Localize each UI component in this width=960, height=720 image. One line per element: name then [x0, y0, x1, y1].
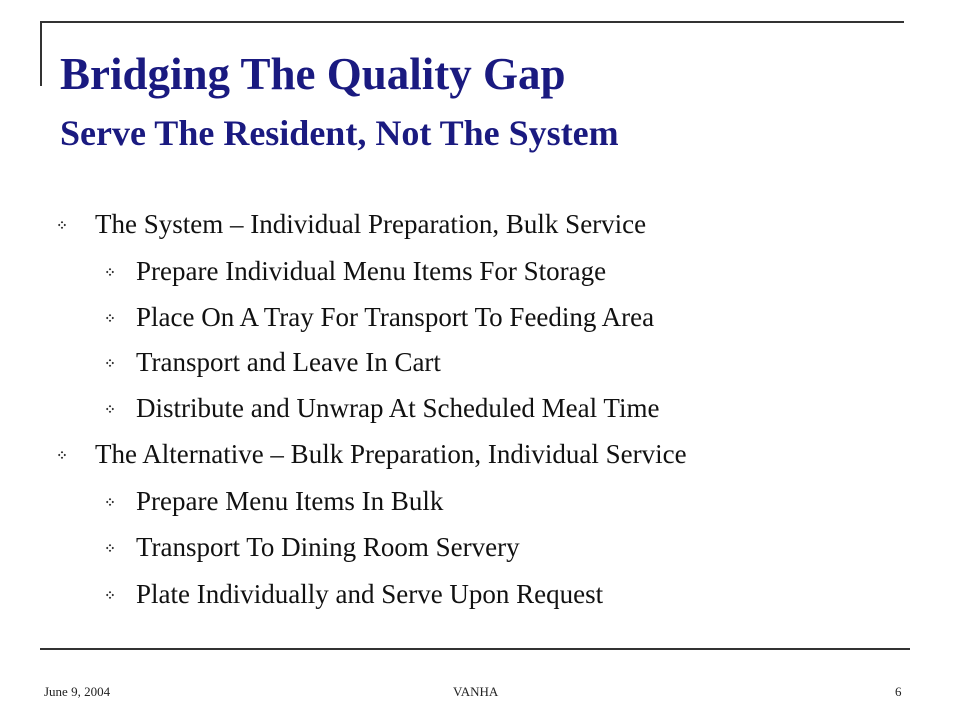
four-diamond-bullet-icon: [106, 314, 114, 322]
bullet-text: Transport To Dining Room Servery: [136, 532, 520, 562]
four-diamond-bullet-icon: [106, 405, 114, 413]
bullet-text: Distribute and Unwrap At Scheduled Meal Time: [136, 393, 660, 423]
bullet-text: Plate Individually and Serve Upon Request: [136, 579, 604, 609]
bullet-item: [106, 532, 520, 563]
bullet-text: Place On A Tray For Transport To Feeding Area: [136, 302, 655, 332]
footer-date: June 9, 2004: [44, 684, 111, 699]
slide-footer-divider: [40, 648, 910, 650]
bullet-item: [58, 209, 646, 240]
bullet-item: [106, 579, 603, 610]
bullet-text: The Alternative – Bulk Preparation, Individual Service: [95, 439, 687, 469]
four-diamond-bullet-icon: [106, 268, 114, 276]
four-diamond-bullet-icon: [106, 498, 114, 506]
four-diamond-bullet-icon: [58, 451, 66, 459]
bullet-text: Prepare Individual Menu Items For Storage: [136, 256, 607, 286]
four-diamond-bullet-icon: [106, 544, 114, 552]
bullet-item: [106, 256, 606, 287]
bullet-item: [106, 302, 654, 333]
footer-page-number: 6: [895, 684, 902, 699]
four-diamond-bullet-icon: [106, 591, 114, 599]
slide-subtitle: Serve The Resident, Not The System: [60, 113, 619, 153]
bullet-item: [106, 486, 443, 517]
bullet-text: Prepare Menu Items In Bulk: [136, 486, 444, 516]
four-diamond-bullet-icon: [58, 221, 66, 229]
bullet-item: [106, 347, 441, 378]
footer-organization: VANHA: [453, 684, 499, 699]
bullet-item: [106, 393, 659, 424]
slide-title: Bridging The Quality Gap: [60, 49, 566, 99]
four-diamond-bullet-icon: [106, 359, 114, 367]
bullet-item: [58, 439, 687, 470]
bullet-text: The System – Individual Preparation, Bulk Service: [95, 209, 647, 239]
bullet-text: Transport and Leave In Cart: [136, 347, 441, 377]
